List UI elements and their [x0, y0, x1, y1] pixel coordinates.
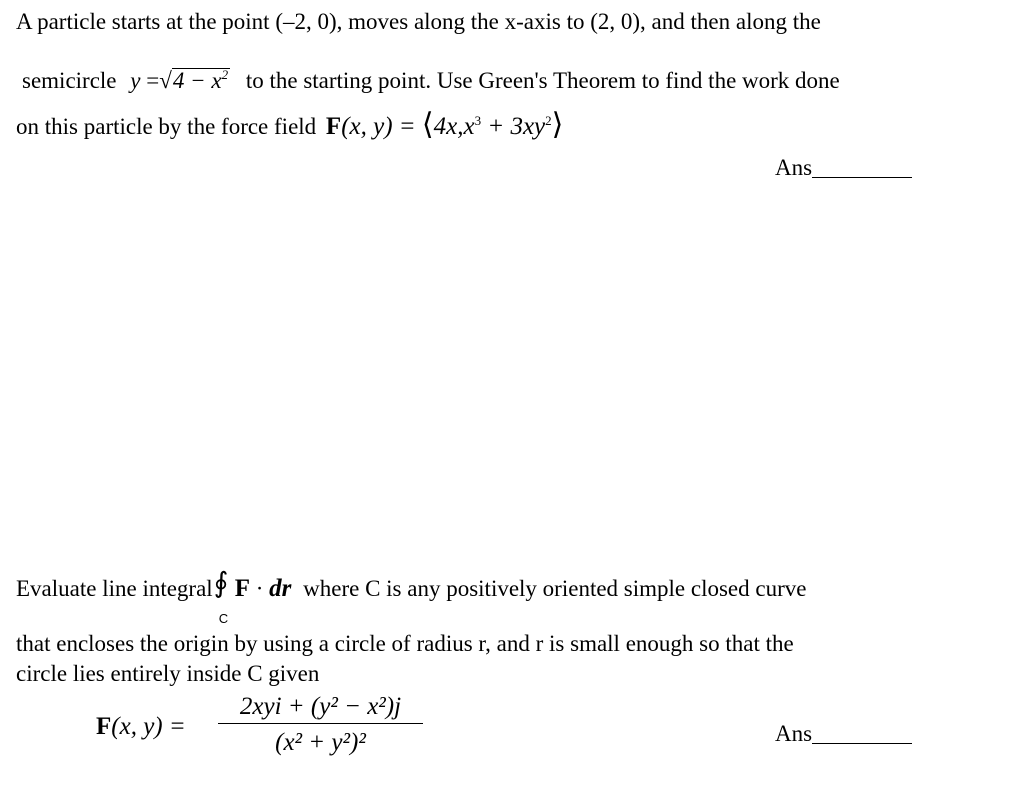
force-args: (x, y) =	[341, 113, 416, 140]
field-fraction	[218, 694, 423, 755]
problem1-line1: A particle starts at the point (–2, 0), moves along the x-axis to (2, 0), and then along the	[16, 9, 821, 34]
problem1-line2	[22, 68, 840, 92]
semicircle-equation	[130, 68, 236, 93]
field-F: F	[96, 713, 112, 740]
problem2-answer-blank[interactable]	[812, 723, 912, 744]
field-lhs	[96, 714, 186, 739]
problem2-line2: that encloses the origin by using a circle of radius r, and r is small enough so that the	[16, 631, 794, 656]
problem1-answer-blank[interactable]	[812, 157, 912, 178]
integrand-dr: dr	[269, 575, 292, 602]
contour-integral-icon: ∮	[213, 568, 229, 599]
force-open-bracket: ⟨	[421, 108, 434, 141]
sqrt-body-text: 4 − x	[172, 68, 222, 93]
problem1-answer	[775, 156, 912, 179]
problem1-line3	[16, 110, 563, 140]
contour-subscript: C	[218, 611, 229, 626]
problem2-line1	[16, 568, 807, 626]
problem1-line2-suffix: to the starting point. Use Green's Theorem to find the work done	[245, 68, 840, 93]
problem1-line3-prefix: on this particle by the force field	[16, 114, 317, 139]
force-component1-exp: 3	[474, 113, 482, 128]
field-denominator: (x² + y²)²	[275, 729, 366, 756]
semicircle-exponent: 2	[221, 67, 229, 82]
problem1-line2-prefix: semicircle	[22, 68, 117, 93]
field-args: (x, y) =	[111, 713, 186, 740]
force-component2-exp: 2	[545, 113, 552, 128]
semicircle-equals: =	[146, 68, 160, 93]
problem2-line3: circle lies entirely inside C given	[16, 661, 320, 686]
force-plus: + 3xy	[481, 113, 546, 140]
integrand-dot: ·	[249, 576, 270, 601]
force-component1: 4x,x	[433, 113, 475, 140]
semicircle-lhs: y	[130, 68, 141, 93]
force-field-expression	[325, 108, 564, 141]
problem2-ans-label: Ans	[775, 721, 813, 746]
integrand-F: F	[234, 575, 250, 602]
problem2-line1-suffix: where C is any positively oriented simple closed curve	[303, 576, 807, 601]
field-numerator: 2xyi + (y² − x²)j	[239, 693, 402, 720]
problem2-line1-prefix: Evaluate line integral	[16, 576, 213, 601]
sqrt-body	[172, 68, 230, 92]
sqrt-sign: √	[159, 68, 172, 93]
problem2-answer	[775, 722, 912, 745]
contour-integral	[213, 568, 235, 626]
problem1-ans-label: Ans	[775, 155, 813, 180]
force-F: F	[325, 113, 342, 140]
force-close-bracket: ⟩	[551, 108, 564, 141]
